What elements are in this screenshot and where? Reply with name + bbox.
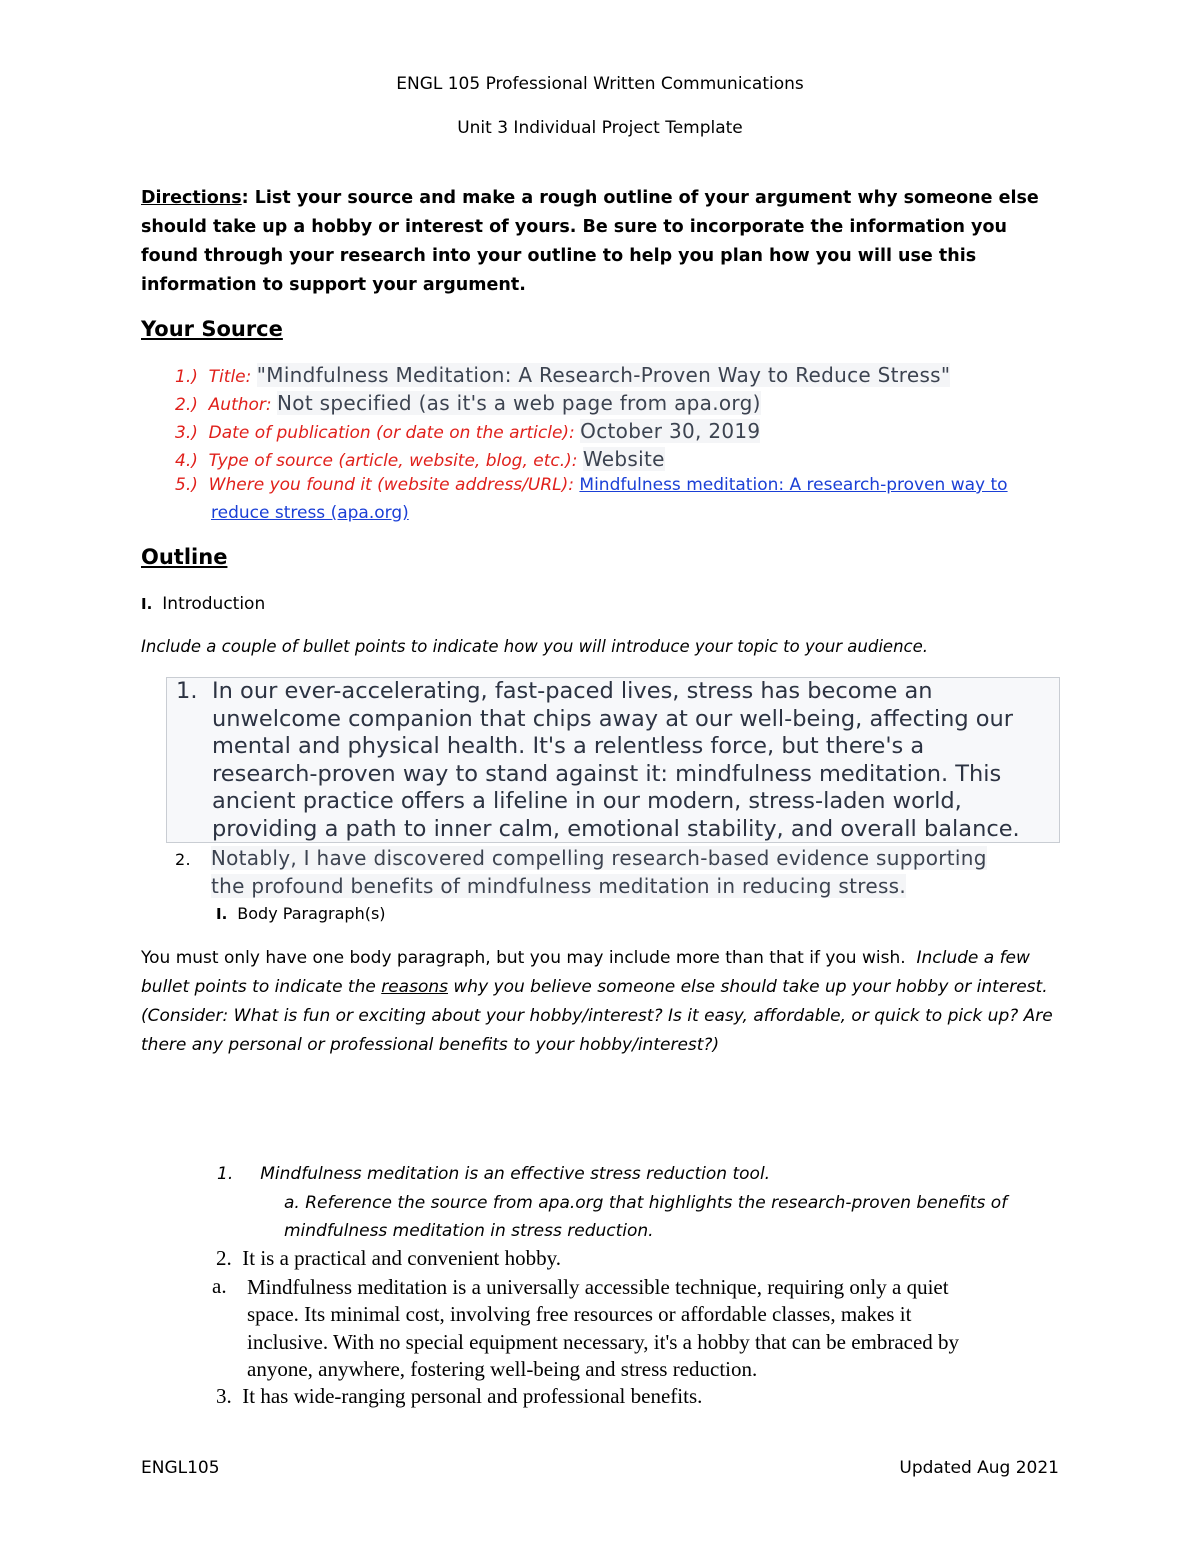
intro-point-2-cont bbox=[211, 874, 906, 898]
intro-point-1-line: mental and physical health. It's a relentless force, but there's a bbox=[212, 733, 925, 760]
source-url-row-cont bbox=[211, 503, 409, 523]
source-author-row bbox=[175, 391, 761, 415]
intro-point-1-number: 1. bbox=[176, 678, 198, 704]
reason-1a-cont: mindfulness meditation in stress reduction. bbox=[284, 1221, 654, 1241]
intro-point-2-line: the profound benefits of mindfulness meditation in reducing stress. bbox=[211, 874, 907, 898]
intro-heading bbox=[141, 594, 265, 614]
source-author-value: Not specified (as it's a web page from apa.org) bbox=[277, 391, 761, 415]
intro-point-1-text bbox=[212, 678, 1067, 844]
directions-label: Directions bbox=[141, 188, 242, 208]
reason-2 bbox=[216, 1246, 561, 1271]
source-item-number: 3.) bbox=[175, 423, 198, 443]
body-instructions-italic-a: Include a few bullet points to indicate the bbox=[141, 948, 1030, 997]
reason-3-text: It has wide-ranging personal and professional benefits. bbox=[242, 1384, 703, 1408]
intro-point-1-line: In our ever-accelerating, fast-paced lives, stress has become an bbox=[212, 678, 933, 704]
directions-text: : List your source and make a rough outline of your argument why someone else should take up a hobby or interest of yours. Be sure to incorporate the information you found through your research into your outline to help you plan how you will use this information to support your argument. bbox=[141, 188, 1039, 295]
body-heading bbox=[216, 904, 386, 923]
source-item-number: 2.) bbox=[175, 395, 198, 415]
reason-2a-line: anyone, anywhere, fostering well-being and stress reduction. bbox=[247, 1357, 758, 1382]
intro-point-2 bbox=[175, 846, 987, 870]
source-date-row bbox=[175, 419, 760, 443]
source-title-row bbox=[175, 363, 950, 387]
directions-paragraph bbox=[141, 184, 1061, 300]
source-item-number: 1.) bbox=[175, 367, 198, 387]
source-item-number: 5.) bbox=[175, 475, 198, 495]
reason-1 bbox=[217, 1164, 770, 1184]
reason-2a-line: space. Its minimal cost, involving free resources or affordable classes, makes it bbox=[247, 1302, 912, 1327]
intro-point-2-number: 2. bbox=[175, 850, 191, 869]
intro-point-1-line: unwelcome companion that chips away at our well-being, affecting our bbox=[212, 705, 1014, 732]
body-instructions-reasons: reasons bbox=[381, 977, 448, 997]
source-date-value: October 30, 2019 bbox=[580, 419, 761, 443]
intro-numeral: I. bbox=[141, 595, 153, 613]
reason-3-number: 3. bbox=[216, 1384, 232, 1408]
intro-point-2-line: Notably, I have discovered compelling research-based evidence supporting bbox=[210, 846, 987, 870]
intro-point-1-line: providing a path to inner calm, emotional stability, and overall balance. bbox=[212, 815, 1020, 842]
intro-label: Introduction bbox=[162, 594, 266, 614]
source-title-value: "Mindfulness Meditation: A Research-Proven Way to Reduce Stress" bbox=[256, 363, 951, 387]
reason-1-number: 1. bbox=[217, 1164, 234, 1184]
source-type-row bbox=[175, 447, 665, 471]
reason-2-text: It is a practical and convenient hobby. bbox=[242, 1246, 562, 1270]
intro-point-1-line: ancient practice offers a lifeline in our modern, stress-laden world, bbox=[212, 788, 962, 815]
source-type-label: Type of source (article, website, blog, etc.): bbox=[208, 451, 578, 471]
source-author-label: Author: bbox=[208, 395, 272, 415]
source-title-label: Title: bbox=[208, 367, 252, 387]
reason-2a-text bbox=[247, 1274, 959, 1384]
reason-2-number: 2. bbox=[216, 1246, 232, 1270]
source-url-link-cont[interactable]: reduce stress (apa.org) bbox=[211, 503, 409, 523]
reason-1-text: Mindfulness meditation is an effective stress reduction tool. bbox=[260, 1164, 771, 1184]
source-date-label: Date of publication (or date on the article): bbox=[208, 423, 575, 443]
reason-2a-line: Mindfulness meditation is a universally accessible technique, requiring only a quiet bbox=[247, 1275, 949, 1299]
reason-2a-line: inclusive. With no special equipment necessary, it's a hobby that can be embraced by bbox=[247, 1329, 960, 1354]
course-title: ENGL 105 Professional Written Communications bbox=[396, 74, 804, 94]
source-url-row bbox=[175, 475, 1008, 495]
your-source-heading: Your Source bbox=[141, 317, 283, 341]
body-instructions bbox=[141, 944, 1066, 1060]
source-item-number: 4.) bbox=[175, 451, 198, 471]
outline-heading: Outline bbox=[141, 545, 228, 569]
source-url-link[interactable]: Mindfulness meditation: A research-proven way to bbox=[579, 475, 1008, 495]
footer-left: ENGL105 bbox=[141, 1458, 220, 1478]
intro-instruction: Include a couple of bullet points to indicate how you will introduce your topic to your audience. bbox=[141, 637, 929, 656]
reason-1a: a. Reference the source from apa.org that highlights the research-proven benefits of bbox=[284, 1193, 1008, 1213]
template-title: Unit 3 Individual Project Template bbox=[457, 118, 743, 138]
reason-3 bbox=[216, 1384, 702, 1409]
intro-point-1-line: research-proven way to stand against it: mindfulness meditation. This bbox=[212, 760, 1002, 787]
footer-right: Updated Aug 2021 bbox=[899, 1458, 1059, 1478]
source-url-label: Where you found it (website address/URL): bbox=[208, 475, 574, 495]
body-label: Body Paragraph(s) bbox=[237, 904, 386, 923]
body-numeral: I. bbox=[216, 905, 228, 923]
source-type-value: Website bbox=[582, 447, 665, 471]
body-instructions-plain: You must only have one body paragraph, but you may include more than that if you wish. bbox=[141, 948, 906, 968]
reason-2a-letter: a. bbox=[212, 1274, 227, 1298]
body-instructions-italic-b: why you believe someone else should take up your hobby or interest. (Consider: What is fun or exciting about your hobby/interest? Is it easy, affordable, or quick to pick up? Are there any personal or professional benefits to your hobby/interest?) bbox=[141, 977, 1053, 1055]
